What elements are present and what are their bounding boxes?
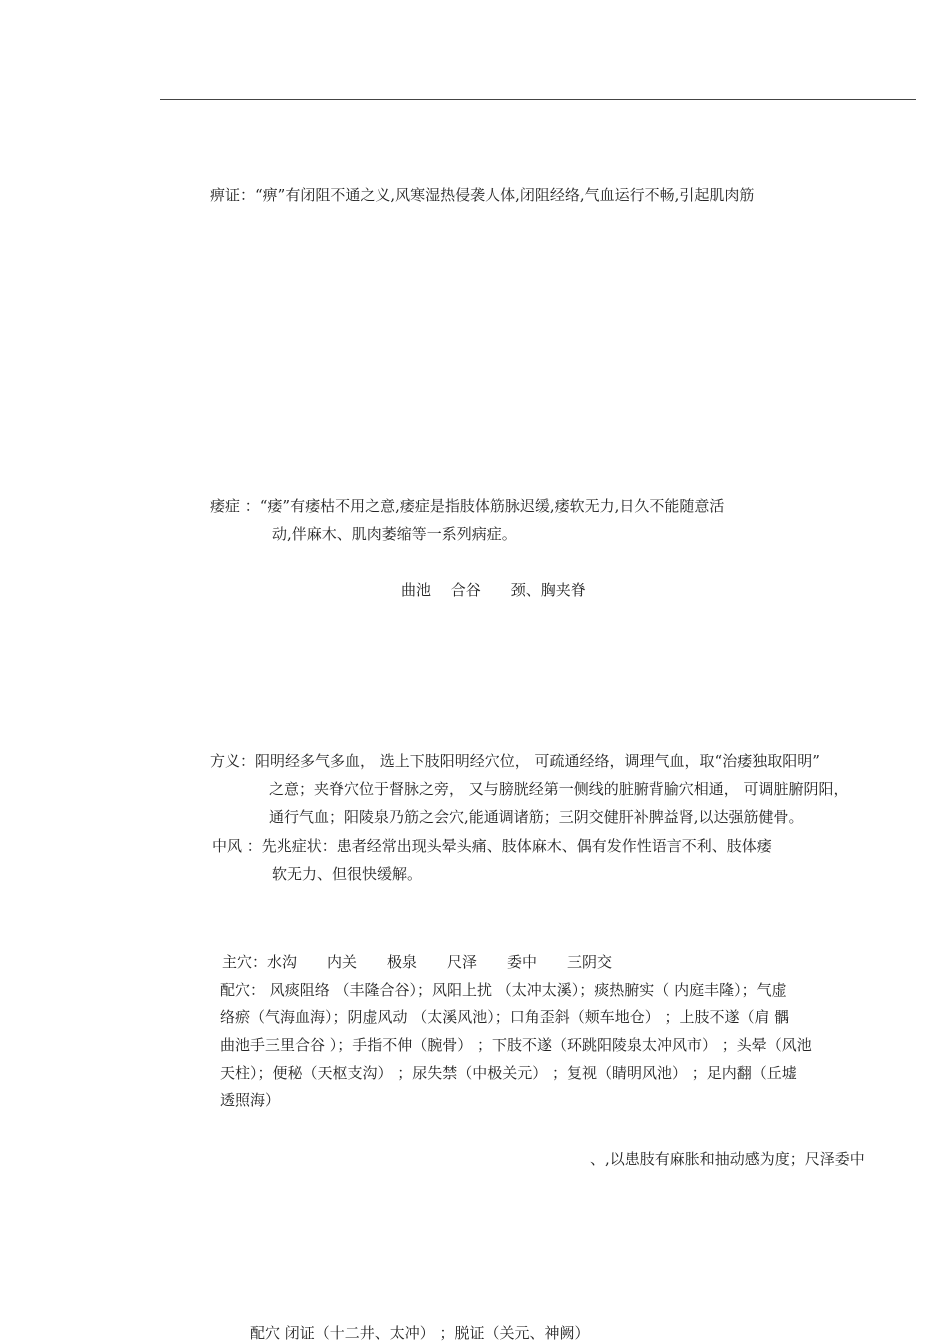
- peixue-bizheng-tuozheng: 配穴 闭证（十二井、太冲） ；脱证（关元、神阙）: [250, 1324, 590, 1342]
- peixue-line-2: 络瘀（气海血海）；阴虚风动 （太溪风池）；口角歪斜（颊车地仓） ；上肢不遂（肩 髃: [220, 1008, 790, 1026]
- peixue-line-3: 曲池手三里合谷 ）；手指不伸（腕骨） ；下肢不遂（环跳阳陵泉太冲风市） ；头晕（风池: [220, 1036, 812, 1054]
- fangyi-line-3: 通行气血；阳陵泉乃筋之会穴,能通调诸筋；三阴交健肝补脾益肾,以达强筋健骨。: [269, 808, 804, 826]
- zhongfeng-line-2: 软无力、但很快缓解。: [272, 865, 423, 883]
- zhuxue-main: 主穴：水沟 内关 极泉 尺泽 委中 三阴交: [222, 953, 613, 971]
- peixue-line-5: 透照海）: [220, 1091, 281, 1109]
- bi-zheng-line-1: 痹证：“痹”有闭阻不通之义,风寒湿热侵袭人体,闭阻经络,气血运行不畅,引起肌肉筋: [210, 186, 755, 204]
- wei-zheng-points: 曲池 合谷 颈、胸夹脊: [401, 581, 586, 599]
- wei-zheng-line-1: 痿症 ：“痿”有痿枯不用之意,痿症是指肢体筋脉迟缓,痿软无力,日久不能随意活: [210, 497, 725, 515]
- peixue-line-1: 配穴： 风痰阻络 （丰隆合谷）；风阳上扰 （太冲太溪）；痰热腑实（ 内庭丰隆）；气虚: [220, 981, 787, 999]
- zhongfeng-line-1: 中风 ：先兆症状：患者经常出现头晕头痛、肢体麻木、偶有发作性语言不利、肢体痿: [212, 837, 772, 855]
- peixue-line-4: 天柱）；便秘（天枢支沟） ；尿失禁（中极关元） ；复视（睛明风池） ；足内翻（丘墟: [220, 1064, 797, 1082]
- fangyi-line-2: 之意；夹脊穴位于督脉之旁， 又与膀胱经第一侧线的脏腑背腧穴相通， 可调脏腑阴阳，: [269, 780, 849, 798]
- header-rule: [160, 99, 916, 100]
- wei-zheng-line-2: 动,伴麻木、肌肉萎缩等一系列病症。: [272, 525, 517, 543]
- fangyi-line-1: 方义：阳明经多气多血， 选上下肢阳明经穴位， 可疏通经络，调理气血，取“治痿独取阳明”: [210, 752, 820, 770]
- acupuncture-note: 、,以患肢有麻胀和抽动感为度；尺泽委中: [590, 1150, 865, 1168]
